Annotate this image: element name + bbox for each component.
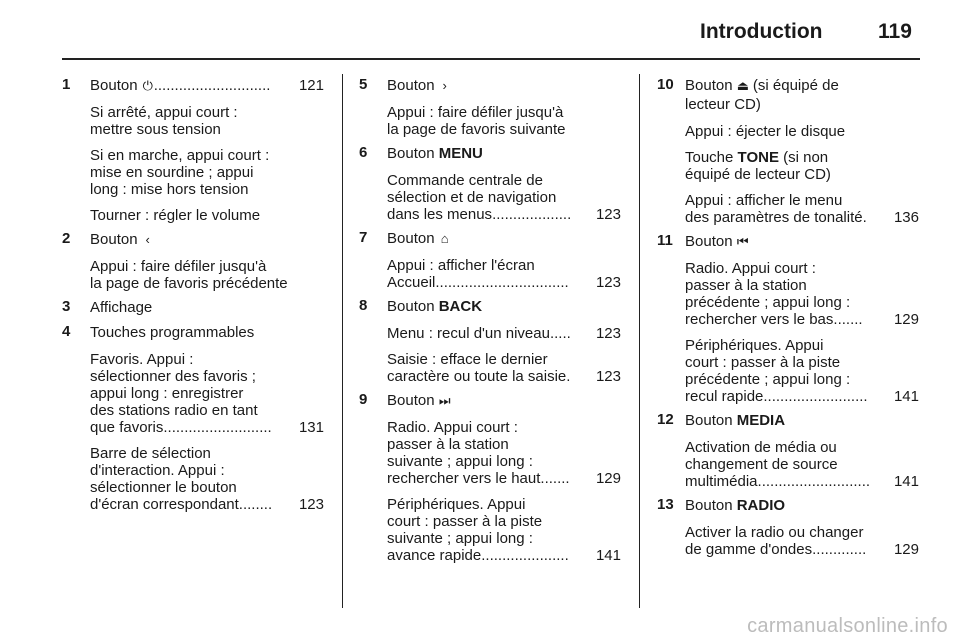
paragraph: Barre de sélection d'interaction. Appui : sélectionner le bouton d'écran correspondant ........ 123: [90, 445, 324, 513]
entry-number: 3: [62, 298, 71, 315]
watermark: carmanualsonline.info: [747, 615, 948, 637]
paragraph: Radio. Appui court : passer à la station précédente ; appui long : rechercher vers le bas ....... 129: [685, 260, 919, 328]
entry-6: [359, 144, 621, 223]
eject-icon: ⏏: [736, 78, 750, 93]
page-ref: 136: [893, 209, 919, 226]
header-rule: [62, 58, 920, 60]
entry-title: Bouton ⏭: [387, 392, 451, 409]
entry-title: Bouton RADIO: [685, 497, 786, 514]
entry-number: 10: [657, 76, 674, 93]
skip-forward-icon: ⏭: [438, 393, 451, 408]
paragraph: Appui : éjecter le disque: [685, 123, 846, 140]
entry-title: Bouton BACK: [387, 298, 483, 315]
paragraph: Favoris. Appui : sélectionner des favoris ; appui long : enregistrer des stations radio en tant que favoris .......................... 131: [90, 351, 324, 436]
entry-number: 11: [657, 232, 673, 249]
entry-number: 1: [62, 76, 71, 93]
page-ref: 141: [893, 388, 919, 405]
entry-9: [359, 391, 621, 564]
page-ref: 123: [595, 368, 621, 385]
entry-4: [62, 323, 324, 513]
page-ref: 123: [595, 206, 621, 223]
page-ref: 129: [893, 541, 919, 558]
entry-title: Bouton ⌂: [387, 229, 621, 248]
skip-back-icon: ⏮: [736, 234, 749, 249]
entry-title: Bouton MEDIA: [685, 412, 786, 429]
page-ref: 141: [893, 473, 919, 490]
entry-number: 13: [657, 496, 674, 513]
entry-number: 6: [359, 144, 368, 161]
entry-title: Bouton ⏻ ............................ 121: [90, 77, 324, 94]
entry-number: 5: [359, 76, 368, 93]
entry-7: [359, 229, 621, 291]
paragraph: Menu : recul d'un niveau ..... 123: [387, 325, 621, 342]
paragraph: Saisie : efface le dernier caractère ou toute la saisie . 123: [387, 351, 621, 385]
entry-title: Bouton ›: [387, 76, 621, 95]
paragraph: Activer la radio ou changer de gamme d'ondes ............. 129: [685, 524, 919, 558]
chevron-left-icon: ‹: [145, 232, 150, 247]
paragraph: Appui : faire défiler jusqu'à la page de favoris suivante: [387, 104, 566, 138]
paragraph: Activation de média ou changement de source multimédia ........................... 141: [685, 439, 919, 490]
paragraph: Touche TONE (si non équipé de lecteur CD): [685, 149, 831, 183]
entry-title: Affichage: [90, 299, 153, 316]
paragraph: Appui : faire défiler jusqu'à la page de favoris précédente: [90, 258, 288, 292]
page-ref: 121: [298, 77, 324, 94]
column-3: [657, 76, 919, 558]
page-number: 119: [878, 20, 912, 43]
entry-number: 2: [62, 230, 71, 247]
entry-title: Bouton MENU: [387, 145, 483, 162]
paragraph: Appui : afficher le menu des paramètres de tonalité . 136: [685, 192, 919, 226]
entry-number: 8: [359, 297, 368, 314]
column-2: [359, 76, 621, 564]
page-ref: 129: [893, 311, 919, 328]
page-ref: 141: [595, 547, 621, 564]
entry-title: Bouton ⏏ (si équipé de lecteur CD): [685, 77, 839, 113]
entry-1: [62, 76, 324, 224]
entry-10: [657, 76, 919, 226]
paragraph: Si en marche, appui court : mise en sourdine ; appui long : mise hors tension: [90, 147, 270, 198]
paragraph: Tourner : régler le volume: [90, 207, 261, 224]
entry-13: [657, 496, 919, 558]
page-ref: 123: [298, 496, 324, 513]
paragraph: Si arrêté, appui court : mettre sous tension: [90, 104, 238, 138]
entry-number: 4: [62, 323, 71, 340]
entry-3: [62, 298, 324, 317]
column-1: [62, 76, 324, 513]
entry-12: [657, 411, 919, 490]
entry-number: 12: [657, 411, 674, 428]
entry-5: [359, 76, 621, 138]
power-icon: ⏻: [142, 78, 153, 93]
entry-8: [359, 297, 621, 385]
entry-number: 9: [359, 391, 368, 408]
paragraph: Radio. Appui court : passer à la station suivante ; appui long : rechercher vers le haut ....... 129: [387, 419, 621, 487]
entry-title: Bouton ⏮: [685, 233, 749, 250]
paragraph: Commande centrale de sélection et de navigation dans les menus ................... 123: [387, 172, 621, 223]
column-divider-1: [342, 74, 343, 608]
chevron-right-icon: ›: [442, 78, 447, 93]
entry-2: [62, 230, 324, 292]
paragraph: Appui : afficher l'écran Accueil ................................ 123: [387, 257, 621, 291]
entry-11: [657, 232, 919, 405]
home-icon: ⌂: [440, 231, 449, 246]
paragraph: Périphériques. Appui court : passer à la piste précédente ; appui long : recul rapide ......................... 141: [685, 337, 919, 405]
column-divider-2: [639, 74, 640, 608]
entry-number: 7: [359, 229, 368, 246]
entry-title: Touches programmables: [90, 324, 255, 341]
page-ref: 129: [595, 470, 621, 487]
page-ref: 123: [595, 325, 621, 342]
entry-title: Bouton ‹: [90, 230, 324, 249]
page-title: Introduction: [700, 20, 823, 43]
page-ref: 123: [595, 274, 621, 291]
paragraph: Périphériques. Appui court : passer à la piste suivante ; appui long : avance rapide ..................... 141: [387, 496, 621, 564]
page-ref: 131: [298, 419, 324, 436]
